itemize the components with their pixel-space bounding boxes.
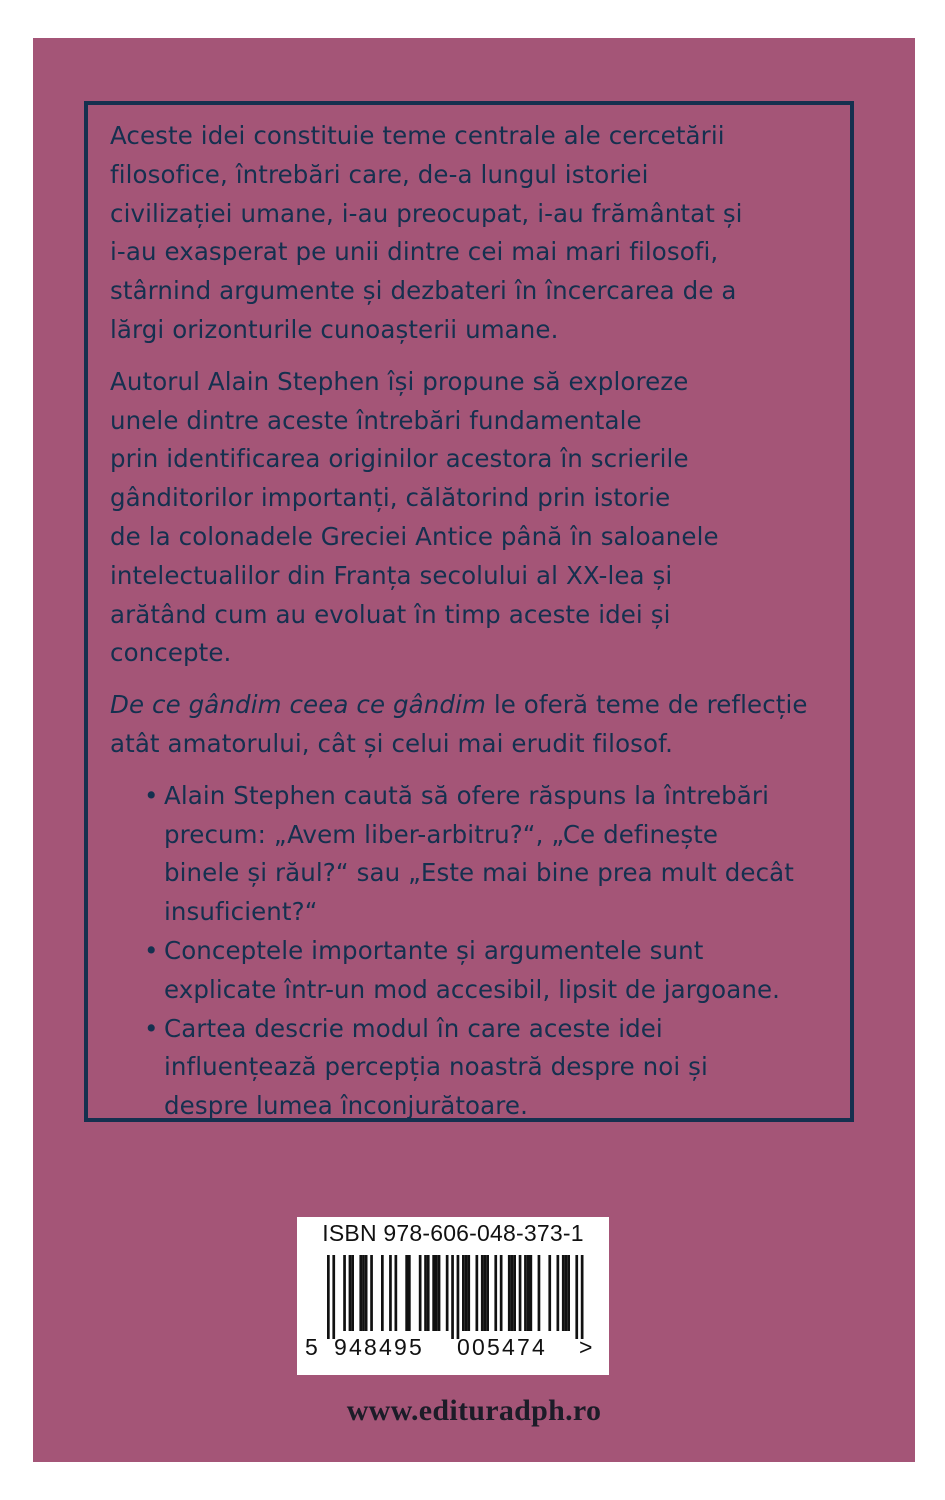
text-line: unele dintre aceste întrebări fundamentale (110, 405, 642, 435)
text-line: precum: „Avem liber-arbitru?“, „Ce definește (164, 819, 719, 849)
barcode-bar (530, 1255, 533, 1331)
text-fragment: le oferă teme de reflecție (485, 690, 808, 720)
barcode-bar (332, 1255, 335, 1339)
barcode-end-marker: > (579, 1334, 593, 1360)
text-line (110, 686, 832, 725)
barcode-bar (565, 1255, 568, 1331)
paragraph-audience (110, 686, 832, 764)
barcode-bar (484, 1255, 487, 1331)
barcode-bar (524, 1255, 527, 1331)
barcode-first-digit: 5 (305, 1334, 318, 1360)
isbn-text: ISBN 978-606-048-373-1 (322, 1220, 584, 1246)
barcode-bar (327, 1255, 330, 1339)
barcode-bar (343, 1255, 346, 1331)
barcode-bar (446, 1255, 449, 1331)
bullet-icon: • (144, 780, 159, 810)
text-line: binele și răul?“ sau „Este mai bine prea mult decât (164, 858, 794, 888)
barcode-bar (395, 1255, 398, 1331)
barcode-bar (467, 1255, 470, 1331)
barcode-bar (486, 1255, 489, 1331)
barcode-bar (581, 1255, 584, 1339)
text-line: civilizației umane, i-au preocupat, i-au frământat și (110, 198, 743, 228)
list-item (110, 777, 832, 932)
list-item (110, 1010, 832, 1126)
barcode-bar (349, 1255, 352, 1331)
barcode-left-group: 948495 (334, 1334, 424, 1360)
bullet-icon: • (144, 1013, 159, 1043)
text-line: atât amatorului, cât și celui mai erudit filosof. (110, 728, 673, 758)
barcode-bar (351, 1255, 354, 1331)
barcode-bar (370, 1255, 373, 1331)
blurb-frame (84, 101, 854, 1122)
text-line: filosofice, întrebări care, de-a lungul istoriei (110, 159, 649, 189)
text-line: de la colonadele Greciei Antice până în saloanele (110, 521, 719, 551)
barcode-bar (408, 1255, 411, 1331)
text-line: Autorul Alain Stephen își propune să exploreze (110, 366, 689, 396)
barcode-bar (557, 1255, 560, 1331)
barcode-label (297, 1217, 609, 1375)
text-line: Alain Stephen caută să ofere răspuns la întrebări (164, 780, 769, 810)
text-line: Aceste idei constituie teme centrale ale cercetării (110, 121, 725, 150)
barcode-bar (494, 1255, 497, 1331)
barcode-bar (500, 1255, 503, 1331)
barcode-bar (362, 1255, 365, 1331)
text-line: arătând cum au evoluat în timp aceste idei și (110, 599, 671, 629)
text-line: stârnind argumente și dezbateri în încercarea de a (110, 276, 737, 306)
barcode-bar (424, 1255, 427, 1331)
barcode-bar (513, 1255, 516, 1331)
barcode-bar (438, 1255, 441, 1331)
barcode-bar (567, 1255, 570, 1331)
paragraph-intro (110, 117, 832, 350)
barcode-bar (511, 1255, 514, 1331)
barcode-bar (465, 1255, 468, 1331)
text-line: i-au exasperat pe unii dintre cei mai mari filosofi, (110, 237, 719, 267)
barcode-bar (548, 1255, 551, 1331)
text-line: insuficient?“ (164, 897, 318, 927)
barcode-bar (359, 1255, 362, 1331)
blurb-text (110, 117, 832, 1126)
text-line: prin identificarea originilor acestora în scrierile (110, 444, 689, 474)
barcode-bar (562, 1255, 565, 1331)
text-line: explicate într-un mod accesibil, lipsit de jargoane. (164, 974, 781, 1004)
text-line: despre lumea înconjurătoare. (164, 1091, 528, 1121)
barcode-bar (435, 1255, 438, 1331)
text-line: gânditorilor importanți, călătorind prin istorie (110, 483, 671, 513)
text-line: Cartea descrie modul în care aceste idei (164, 1013, 663, 1043)
barcode-bar (508, 1255, 511, 1331)
list-item (110, 932, 832, 1010)
feature-list (110, 777, 832, 1126)
barcode-bar (381, 1255, 384, 1331)
text-line: influențează percepția noastră despre noi și (164, 1052, 708, 1082)
barcode-bar (451, 1255, 454, 1339)
barcode-bar (427, 1255, 430, 1331)
publisher-website: www.edituradph.ro (346, 1394, 602, 1427)
barcode-bar (527, 1255, 530, 1331)
text-line: concepte. (110, 638, 232, 668)
barcode-bar (519, 1255, 522, 1331)
barcode-bar (476, 1255, 479, 1331)
barcode-bar (462, 1255, 465, 1331)
paragraph-author (110, 363, 832, 673)
barcode-bar (389, 1255, 392, 1331)
barcode-bar (405, 1255, 408, 1331)
barcode-right-group: 005474 (457, 1334, 547, 1360)
text-line: intelectualilor din Franța secolului al XX-lea și (110, 560, 673, 590)
text-line: Conceptele importante și argumentele sunt (164, 935, 704, 965)
book-title: De ce gândim ceea ce gândim (110, 690, 486, 720)
barcode-bar (538, 1255, 541, 1331)
barcode-bar (419, 1255, 422, 1331)
barcode-bar (481, 1255, 484, 1331)
barcode-bar (365, 1255, 368, 1331)
barcode-bar (432, 1255, 435, 1331)
barcode-bars (307, 1255, 599, 1339)
barcode-bar (575, 1255, 578, 1339)
back-cover (33, 38, 915, 1462)
bullet-icon: • (144, 935, 159, 965)
barcode-bar (457, 1255, 460, 1339)
text-line: lărgi orizonturile cunoașterii umane. (110, 314, 559, 344)
